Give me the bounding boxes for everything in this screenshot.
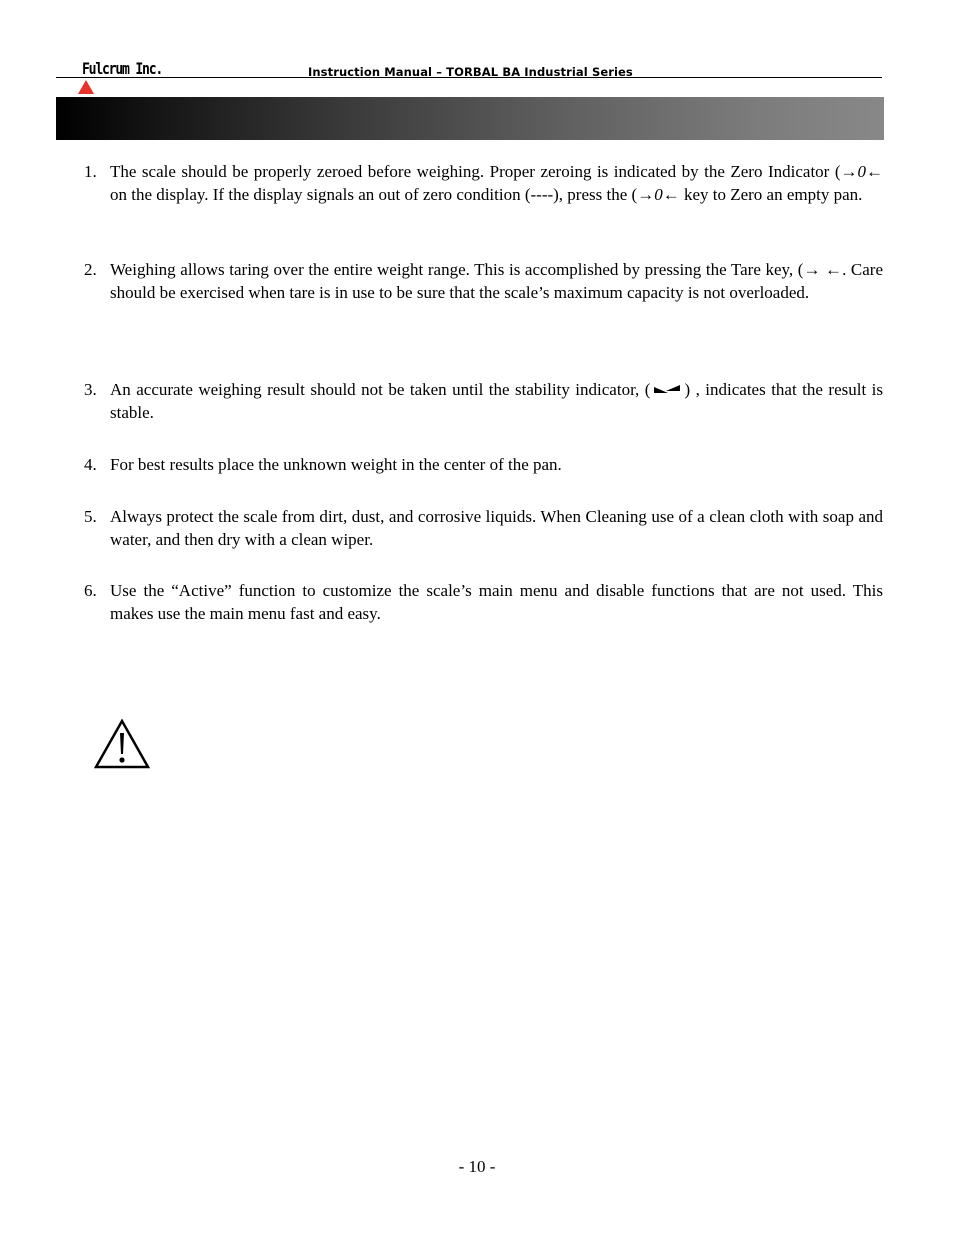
- section-banner: [56, 97, 884, 140]
- item-text: The scale should be properly zeroed before weighing. Proper zeroing is indicated by the Zero Indicator (→0← on the display. If the display signals an out of zero condition (----), press the (→0← key to Zero an empty pan.: [110, 162, 883, 204]
- list-item: [84, 258, 883, 304]
- company-logo: Fulcrum Inc.: [82, 59, 163, 78]
- item-text: Weighing allows taring over the entire weight range. This is accomplished by pressing the Tare key, (→ ←. Care should be exercised when tare is in use to be sure that the scale’s maximum capacity is not overloaded.: [110, 260, 884, 302]
- list-item: [84, 505, 883, 551]
- page-header: [56, 56, 882, 96]
- red-triangle-icon: [78, 80, 94, 94]
- zero-indicator-symbol: →0←: [840, 162, 883, 181]
- list-item: [84, 160, 883, 206]
- list-item: [84, 579, 883, 625]
- page-number: - 10 -: [458, 1157, 496, 1176]
- item-text: Use the “Active” function to customize the scale’s main menu and disable functions that are not used. This makes use the main menu fast and easy.: [110, 581, 883, 623]
- item-number: 5.: [84, 507, 97, 526]
- list-item: [84, 378, 883, 424]
- item-number: 3.: [84, 380, 97, 399]
- list-item: [84, 453, 883, 476]
- header-rule: [56, 77, 882, 78]
- item-text: For best results place the unknown weight in the center of the pan.: [110, 455, 562, 474]
- item-number: 2.: [84, 260, 97, 279]
- item-text: An accurate weighing result should not be taken until the stability indicator, ( ) , indicates that the result is stable.: [110, 380, 883, 422]
- item-number: 1.: [84, 162, 97, 181]
- zero-key-symbol: →0←: [637, 185, 680, 204]
- header-title: Instruction Manual – TORBAL BA Industrial Series: [308, 65, 633, 79]
- item-text: Always protect the scale from dirt, dust, and corrosive liquids. When Cleaning use of a clean cloth with soap and water, and then dry with a clean wiper.: [110, 507, 883, 549]
- stability-indicator-icon: [650, 382, 684, 396]
- item-number: 4.: [84, 455, 97, 474]
- item-number: 6.: [84, 581, 97, 600]
- warning-triangle-icon: [94, 718, 150, 770]
- tare-key-symbol: → ←: [803, 260, 843, 279]
